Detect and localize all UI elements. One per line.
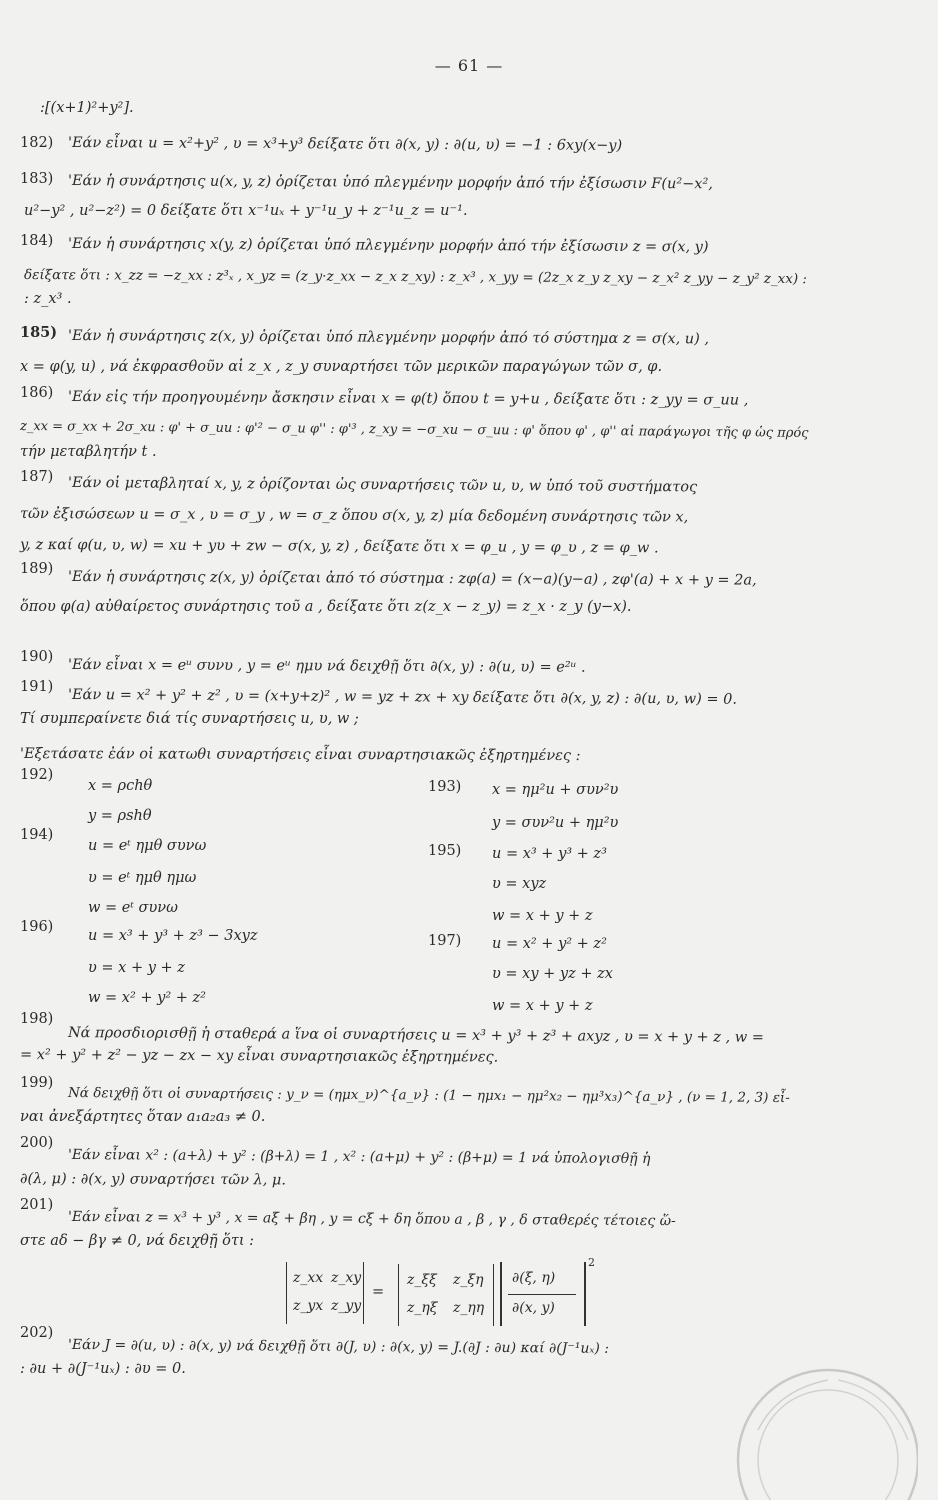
exercise-number: 200): [20, 1135, 54, 1151]
exercise-number: 190): [20, 649, 54, 665]
exercise-number: 198): [20, 1011, 54, 1027]
exercise-number: 201): [20, 1197, 54, 1213]
exercise-number: 195): [428, 843, 462, 859]
exercise-186-text-cont: z_xx = σ_xx + 2σ_xu : φ' + σ_uu : φ'² − σ_u φ'' : φ'³ , z_xy = −σ_xu − σ_uu : φ' ὅπου φ' , φ'' αἱ παράγωγοι τῆς φ ὡς πρός: [19, 419, 809, 441]
det-cell: z_ηξ: [407, 1300, 438, 1316]
exercise-201-text: 'Εάν εἶναι z = x³ + y³ , x = aξ + βη , y = cξ + δη ὅπου a , β , γ , δ σταθερές τέτοιες ὥ-: [67, 1209, 676, 1230]
exercise-199-text: Νά δειχθῇ ὅτι οἱ συναρτήσεις : y_ν = (ημx_ν)^{a_ν} : (1 − ημx₁ − ημ²x₂ − ημ³x₃)^{a_ν} , (ν = 1, 2, 3) εἶ-: [67, 1085, 790, 1107]
exercise-199-text-cont: ναι ἀνεξάρτητες ὅταν a₁a₂a₃ ≠ 0.: [20, 1109, 266, 1125]
det-cell: z_yy: [331, 1298, 362, 1314]
system-195-eq3: w = x + y + z: [492, 908, 593, 924]
exercise-185-text-cont: x = φ(y, u) , νά ἐκφρασθοῦν αἱ z_x , z_y συναρτήσει τῶν μερικῶν παραγώγων τῶν σ, φ.: [20, 359, 663, 375]
system-194-eq2: υ = eᵗ ημθ ημω: [88, 870, 197, 886]
exercise-187-text: 'Εάν οἱ μεταβληταί x, y, z ὁρίζονται ὡς συναρτήσεις τῶν u, υ, w ὑπό τοῦ συστήματος: [67, 475, 698, 496]
exercise-184-text: 'Εάν ἡ συνάρτησις x(y, z) ὁρίζεται ὑπό πλεγμένην μορφήν ἀπό τήν ἐξίσωσιν z = σ(x, y): [67, 236, 709, 256]
exercise-number: 183): [20, 171, 54, 187]
system-196-eq3: w = x² + y² + z²: [88, 990, 206, 1006]
exercise-200-text-cont: ∂(λ, μ) : ∂(x, y) συναρτήσει τῶν λ, μ.: [19, 1171, 287, 1189]
page-number: — 61 —: [434, 56, 504, 75]
system-197-eq2: υ = xy + yz + zx: [492, 966, 613, 982]
exercise-number: 196): [20, 919, 54, 935]
continuation-line: :[(x+1)²+y²].: [40, 100, 134, 116]
det-equals: =: [372, 1284, 385, 1300]
exercise-number: 185): [20, 324, 58, 341]
exercise-number: 186): [20, 385, 54, 401]
exercise-191-text: 'Εάν u = x² + y² + z² , υ = (x+y+z)² , w = yz + zx + xy δείξατε ὅτι ∂(x, y, z) : ∂(u, υ, w) = 0.: [67, 687, 738, 708]
system-194-eq3: w = eᵗ συνω: [88, 900, 178, 916]
exercise-198-text-cont: = x² + y² + z² − yz − zx − xy εἶναι συναρτησιακῶς ἐξηρτημένες.: [19, 1047, 499, 1066]
exercise-189-text-cont: ὅπου φ(a) αὐθαίρετος συνάρτησις τοῦ a , δείξατε ὅτι z(z_x − z_y) = z_x · z_y (y−x).: [20, 599, 632, 615]
system-196-eq1: u = x³ + y³ + z³ − 3xyz: [88, 928, 258, 944]
exercise-182-text: 'Εάν εἶναι u = x²+y² , υ = x³+y³ δείξατε ὅτι ∂(x, y) : ∂(u, υ) = −1 : 6xy(x−y): [67, 135, 623, 154]
system-196-eq2: υ = x + y + z: [88, 960, 185, 976]
system-195-eq1: u = x³ + y³ + z³: [492, 846, 607, 862]
determinant-left: [286, 1262, 364, 1324]
exercise-190-text: 'Εάν εἶναι x = eᵘ συνυ , y = eᵘ ημυ νά δειχθῇ ὅτι ∂(x, y) : ∂(u, υ) = e²ᵘ .: [67, 657, 586, 676]
exercise-number: 202): [20, 1325, 54, 1341]
determinant-right: [398, 1264, 494, 1326]
exercise-187-text-cont2: y, z καί φ(u, υ, w) = xu + yυ + zw − σ(x, y, z) , δείξατε ὅτι x = φ_u , y = φ_υ , z = φ_w .: [19, 537, 659, 557]
exercise-200-text: 'Εάν εἶναι x² : (a+λ) + y² : (β+λ) = 1 , x² : (a+μ) + y² : (β+μ) = 1 νά ὑπολογισθῇ ἡ: [67, 1147, 651, 1168]
library-stamp-icon: [718, 1350, 918, 1500]
exercise-186-text: 'Εάν εἰς τήν προηγουμένην ἄσκησιν εἶναι x = φ(t) ὅπου t = y+u , δείξατε ὅτι : z_yy = σ_uu ,: [67, 389, 749, 409]
exercise-number: 197): [428, 933, 462, 949]
system-193-eq2: y = συν²u + ημ²υ: [492, 815, 619, 831]
exercise-number: 192): [20, 767, 54, 783]
exercise-number: 199): [20, 1075, 54, 1091]
fraction-bar: [508, 1294, 576, 1295]
det-cell: z_xx: [293, 1270, 324, 1286]
exercise-191-question: Τί συμπεραίνετε διά τίς συναρτήσεις u, υ, w ;: [20, 711, 359, 727]
exercise-202-text-cont: : ∂u + ∂(J⁻¹uₓ) : ∂υ = 0.: [20, 1361, 186, 1377]
exercise-198-text: Νά προσδιορισθῇ ἡ σταθερά a ἵνα οἱ συναρτήσεις u = x³ + y³ + z³ + axyz , υ = x + y + z , w =: [67, 1025, 765, 1046]
exercise-186-text-end: τήν μεταβλητήν t .: [20, 444, 157, 460]
det-cell: z_ηη: [453, 1300, 485, 1316]
exercise-184-text-end: : z_x³ .: [24, 291, 72, 307]
system-192-eq2: y = ρshθ: [88, 808, 152, 824]
exercise-189-text: 'Εάν ἡ συνάρτησις z(x, y) ὁρίζεται ἀπό τό σύστημα : zφ(a) = (x−a)(y−a) , zφ'(a) + x + y = 2a,: [67, 569, 757, 589]
system-192-eq1: x = ρchθ: [88, 778, 153, 794]
exercise-number: 184): [20, 233, 54, 249]
exercise-number: 191): [20, 679, 54, 695]
system-194-eq1: u = eᵗ ημθ συνω: [88, 838, 207, 854]
system-193-eq1: x = ημ²u + συν²υ: [492, 782, 619, 798]
exercise-184-text-cont: δείξατε ὅτι : x_zz = −z_xx : z³ₓ , x_yz = (z_y·z_xx − z_x z_xy) : z_x³ , x_yy = (2z_x z_y z_xy − z_x² z_yy − z_y² z_xx) :: [23, 267, 808, 288]
jacobian-bracket: [500, 1262, 586, 1326]
det-cell: z_xy: [331, 1270, 362, 1286]
exercise-number: 194): [20, 827, 54, 843]
exercise-number: 182): [20, 135, 54, 151]
instructions-192-197: 'Εξετάσατε ἐάν οἱ κατωθι συναρτήσεις εἶναι συναρτησιακῶς ἐξηρτημένες :: [19, 746, 581, 764]
system-197-eq1: u = x² + y² + z²: [492, 936, 607, 952]
system-197-eq3: w = x + y + z: [492, 998, 593, 1014]
exercise-number: 187): [20, 469, 54, 485]
exercise-number: 193): [428, 779, 462, 795]
jacobian-denominator: ∂(x, y): [512, 1300, 555, 1316]
det-cell: z_ξη: [453, 1272, 484, 1288]
exercise-201-text-cont: στε aδ − βγ ≠ 0, νά δειχθῇ ὅτι :: [20, 1233, 255, 1249]
exercise-185-text: 'Εάν ἡ συνάρτησις z(x, y) ὁρίζεται ὑπό πλεγμένην μορφήν ἀπό τό σύστημα z = σ(x, u) ,: [67, 328, 710, 348]
exercise-187-text-cont: τῶν ἐξισώσεων u = σ_x , υ = σ_y , w = σ_z ὅπου σ(x, y, z) μία δεδομένη συνάρτησις τῶν x,: [19, 506, 689, 526]
system-195-eq2: υ = xyz: [492, 876, 547, 892]
jacobian-exponent: 2: [588, 1256, 595, 1269]
exercise-183-text-cont: u²−y² , u²−z²) = 0 δείξατε ὅτι x⁻¹uₓ + y⁻¹u_y + z⁻¹u_z = u⁻¹.: [24, 203, 468, 219]
det-cell: z_ξξ: [407, 1272, 437, 1288]
exercise-202-text: 'Εάν J = ∂(u, υ) : ∂(x, y) νά δειχθῇ ὅτι ∂(J, υ) : ∂(x, y) = J.(∂J : ∂u) καί ∂(J⁻¹uₓ) :: [67, 1337, 610, 1357]
exercise-number: 189): [20, 561, 54, 577]
jacobian-numerator: ∂(ξ, η): [512, 1270, 556, 1286]
exercise-183-text: 'Εάν ἡ συνάρτησις u(x, y, z) ὁρίζεται ὑπό πλεγμένην μορφήν ἀπό τήν ἐξίσωσιν F(u²−x²,: [67, 173, 713, 193]
det-cell: z_yx: [293, 1298, 324, 1314]
